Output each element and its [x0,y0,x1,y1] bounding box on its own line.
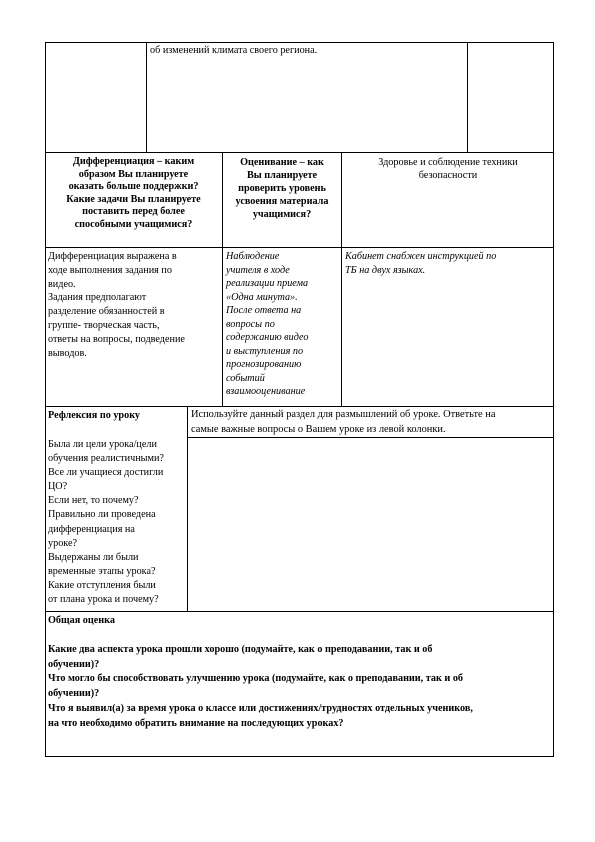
reflection-instruction: Используйте данный раздел для размышлений об уроке. Ответьте на самые важные вопросы о Вашем уроке из левой колонки. [191,409,496,435]
header-differentiation: Дифференциация – каким образом Вы планируете оказать больше поддержки? Какие задачи Вы планируете поставить перед более способными учащимися? [66,156,201,230]
top-row-text: об изменений климата своего региона. [150,45,318,56]
table-top-border [45,42,553,43]
reflection-row-bottom-border [45,611,553,612]
top-row-divider-2 [467,42,468,152]
top-row-bottom-border [45,152,553,153]
content-health: Кабинет снабжен инструкцией по ТБ на двух языках. [345,251,497,276]
top-row-divider-1 [146,42,147,152]
overall-title: Общая оценка [48,615,115,626]
table-right-border [553,42,554,756]
content-row-bottom-border [45,406,553,407]
header-row-bottom-border [45,247,553,248]
table-bottom-border [45,756,554,757]
content-assessment: Наблюдение учителя в ходе реализации приема «Одна минута». После ответа на вопросы по содержанию видео и выступления по прогнозированию событий взаимооценивание [226,251,309,397]
column-divider-2 [341,152,342,406]
reflection-questions: Была ли цели урока/цели обучения реалистичными? Все ли учащиеся достигли ЦО? Если нет, то почему? Правильно ли проведена дифференциация на уроке? Выдержаны ли были временные этапы урока? Какие отступления были от плана урока и почему? [48,439,164,606]
reflection-inner-line [187,437,553,438]
table-left-border [45,42,46,756]
content-differentiation: Дифференциация выражена в ходе выполнения задания по видео. Задания предполагают разделение обязанностей в группе- творческая часть, ответы на вопросы, подведение выводов. [48,251,185,359]
header-assessment: Оценивание – как Вы планируете проверить уровень усвоения материала учащимися? [235,157,329,220]
overall-questions: Какие два аспекта урока прошли хорошо (подумайте, как о преподавании, так и об обучении)? Что могло бы способствовать улучшению урока (подумайте, как о преподавании, так и об обучении)? Что я выявил(а) за время урока о классе или достижениях/трудностях отдельных учеников, на что необходимо обратить внимание на последующих уроках? [48,644,473,729]
reflection-title: Рефлексия по уроку [48,410,141,421]
header-health: Здоровье и соблюдение техники безопасности [378,157,518,181]
